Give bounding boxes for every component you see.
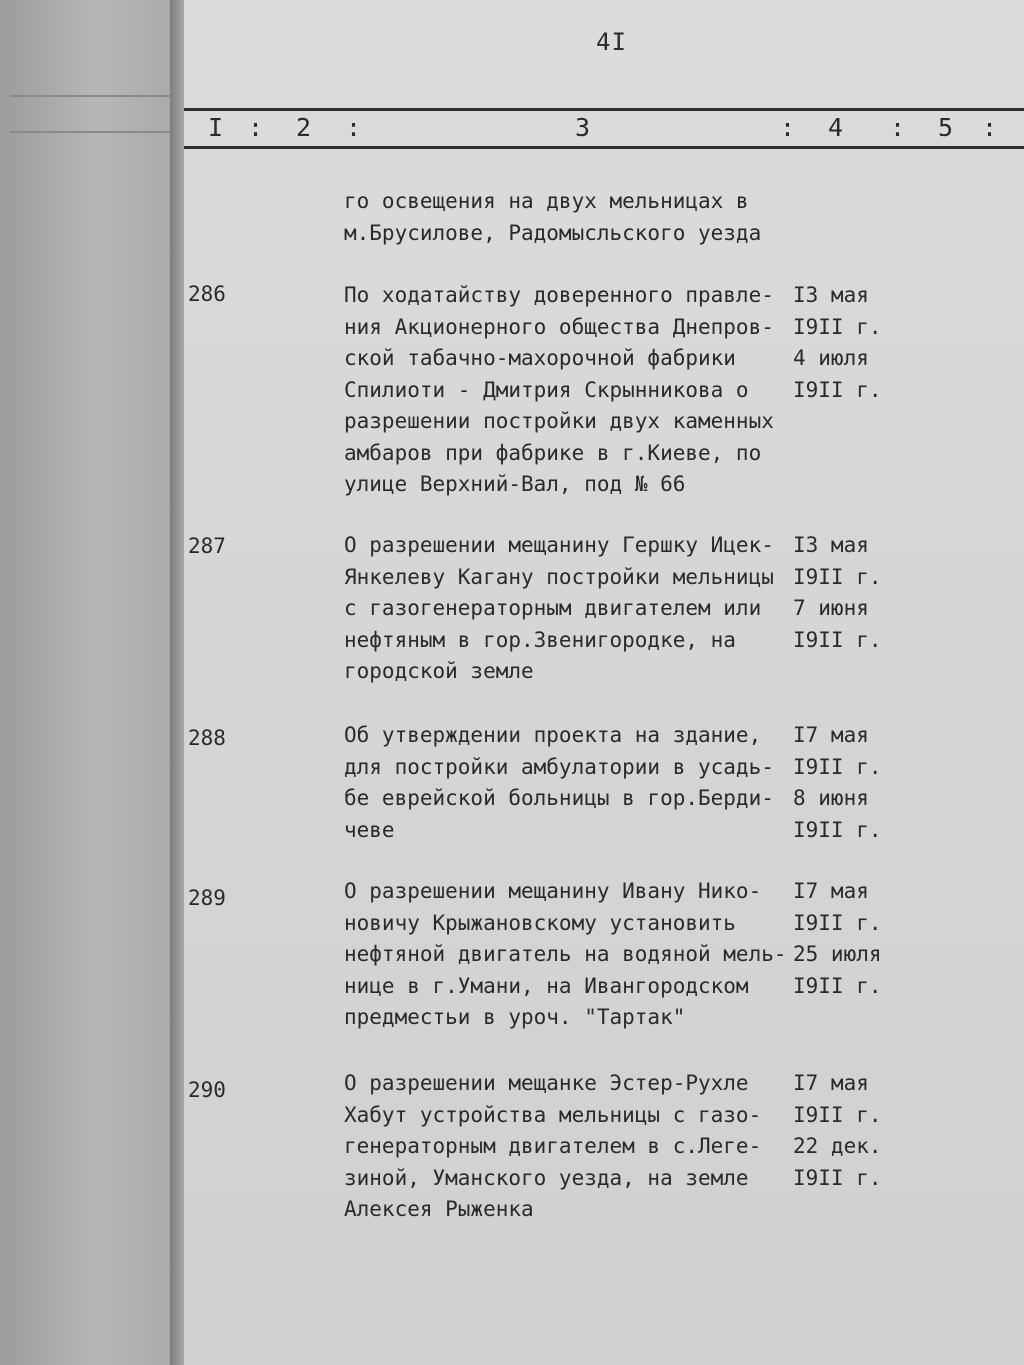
- entry-text-line: разрешении постройки двух каменных: [344, 409, 774, 433]
- entry-number: 288: [188, 726, 226, 750]
- entry-number: 286: [188, 282, 226, 306]
- table-header-bottom-rule: [184, 146, 1024, 149]
- entry-text-line: Спилиоти - Дмитрия Скрынникова о: [344, 377, 749, 402]
- entry-text: [344, 280, 800, 501]
- table-header-top-rule: [184, 108, 1024, 111]
- entry-text-line: амбаров при фабрике в г.Киеве, по: [344, 440, 762, 465]
- entry-date: 7 июня: [793, 596, 869, 620]
- entry-date: I9II г.: [793, 1102, 882, 1127]
- entry-text-line: генераторным двигателем в с.Леге-: [344, 1134, 762, 1158]
- column-2-heading: 2: [296, 113, 312, 142]
- column-separator: :: [346, 113, 362, 142]
- entry-date: 8 июня: [793, 786, 869, 810]
- entry-date: I9II г.: [793, 627, 882, 652]
- entry-dates: [793, 280, 888, 406]
- entry-text-line: го освещения на двух мельницах в: [344, 189, 749, 213]
- entry-date: I9II г.: [793, 1165, 882, 1190]
- entry-date: I7 мая: [793, 1071, 869, 1095]
- entry-date: I9II г.: [793, 973, 882, 998]
- entry-text-line: чеве: [344, 817, 395, 842]
- entry-date: I9II г.: [793, 377, 882, 402]
- entry-text: [344, 530, 800, 688]
- entry-text-line: новичу Крыжановскому установить: [344, 910, 736, 935]
- entry-number: 290: [188, 1078, 226, 1102]
- entry-text: [344, 720, 800, 846]
- entry-text-line: Алексея Рыженка: [344, 1197, 534, 1221]
- entry-text-line: предместьи в уроч. "Тартак": [344, 1005, 686, 1029]
- entry-dates: [793, 720, 888, 846]
- column-1-heading: I: [208, 113, 224, 142]
- entry-dates: [793, 1068, 888, 1194]
- entry-text-line: О разрешении мещанину Гершку Ицек-: [344, 533, 774, 557]
- entry-text-line: городской земле: [344, 659, 534, 683]
- entry-date: I3 мая: [793, 533, 869, 557]
- entry-date: I3 мая: [793, 283, 869, 307]
- entry-text: [344, 1068, 800, 1226]
- entry-text-line: м.Брусилове, Радомысльского уезда: [344, 220, 762, 245]
- page-number: 4I: [596, 28, 627, 56]
- entry-text-line: нице в г.Умани, на Ивангородском: [344, 973, 749, 998]
- entry-text: [344, 876, 800, 1034]
- entry-text-line: нефтяным в гор.Звенигородке, на: [344, 627, 736, 652]
- entry-number: 287: [188, 534, 226, 558]
- column-4-heading: 4: [828, 113, 844, 142]
- column-separator: :: [890, 113, 906, 142]
- entry-text-line: О разрешении мещанке Эстер-Рухле: [344, 1071, 749, 1095]
- entry-text-line: Янкелеву Кагану постройки мельницы: [344, 564, 774, 589]
- entry-date: I9II г.: [793, 817, 882, 842]
- entry-text-line: ской табачно-махорочной фабрики: [344, 346, 736, 370]
- entry-text: [344, 186, 800, 249]
- entry-date: I9II г.: [793, 910, 882, 935]
- entry-date: 25 июля: [793, 942, 882, 966]
- entry-dates: [793, 530, 888, 656]
- entry-number: 289: [188, 886, 226, 910]
- entry-date: 4 июля: [793, 346, 869, 370]
- entry-date: I7 мая: [793, 879, 869, 903]
- entry-date: I9II г.: [793, 314, 882, 339]
- entry-text-line: ния Акционерного общества Днепров-: [344, 314, 774, 339]
- entry-text-line: Хабут устройства мельницы с газо-: [344, 1102, 762, 1127]
- column-separator: :: [982, 113, 998, 142]
- entry-date: I7 мая: [793, 723, 869, 747]
- facing-page: [0, 0, 178, 1365]
- entry-text-line: О разрешении мещанину Ивану Нико-: [344, 879, 762, 903]
- entry-date: I9II г.: [793, 754, 882, 779]
- entry-text-line: нефтяной двигатель на водяной мель-: [344, 942, 787, 966]
- entry-text-line: бе еврейской больницы в гор.Берди-: [344, 786, 774, 810]
- entry-date: I9II г.: [793, 564, 882, 589]
- facing-page-header-rule: [10, 95, 178, 133]
- entry-text-line: для постройки амбулатории в усадь-: [344, 754, 774, 779]
- entry-text-line: Об утверждении проекта на здание,: [344, 723, 762, 747]
- column-3-heading: 3: [575, 113, 591, 142]
- column-5-heading: 5: [938, 113, 954, 142]
- entry-text-line: По ходатайству доверенного правле-: [344, 283, 774, 307]
- entry-dates: [793, 876, 888, 1002]
- entry-text-line: с газогенераторным двигателем или: [344, 596, 762, 620]
- column-separator: :: [248, 113, 264, 142]
- entry-text-line: зиной, Уманского уезда, на земле: [344, 1165, 749, 1190]
- column-separator: :: [780, 113, 796, 142]
- entry-text-line: улице Верхний-Вал, под № 66: [344, 472, 686, 496]
- entry-date: 22 дек.: [793, 1134, 882, 1158]
